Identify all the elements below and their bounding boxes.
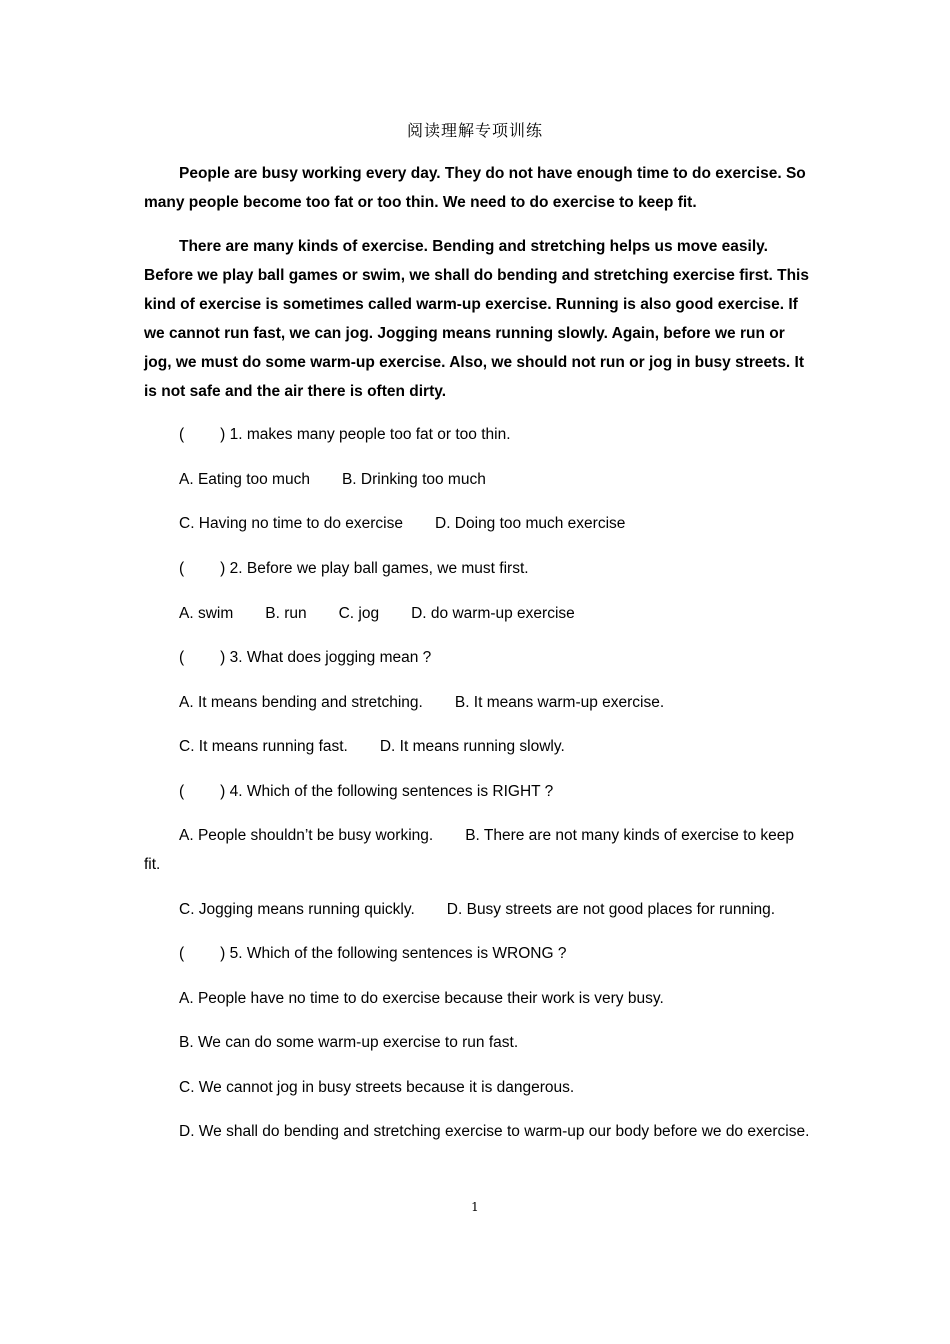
option-c: C. Jogging means running quickly. [179,901,415,918]
option-b: B. run [265,605,307,622]
option-c: C. jog [338,605,380,622]
option-a: A. swim [179,605,234,622]
option-b: B. It means warm-up exercise. [454,694,665,711]
option-d: D. Doing too much exercise [435,515,626,532]
option-c: C. It means running fast. [179,738,348,755]
question-1-options-row-2 [144,509,810,538]
question-2-options-row [144,599,810,628]
question-3-options-row-1 [144,688,810,717]
option-a: A. People shouldn’t be busy working. [179,827,434,844]
passage-paragraph-2: There are many kinds of exercise. Bending and stretching helps us move easily. Before we play ball games or swim, we shall do bending and stretching exercise first. This kind of exercise is sometimes called warm-up exercise. Running is also good exercise. If we cannot run fast, we can jog. Jogging means running slowly. Again, before we run or jog, we must do some warm-up exercise. Also, we should not run or jog in busy streets. It is not safe and the air there is often dirty. [144,238,809,400]
answer-blank-open: ( [179,649,185,666]
question-5-option-a: A. People have no time to do exercise because their work is very busy. [179,990,664,1007]
question-stem: ) 5. Which of the following sentences is WRONG ? [220,945,567,962]
question-stem: ) 3. What does jogging mean ? [220,649,432,666]
option-a: A. Eating too much [179,471,310,488]
question-3 [144,643,810,672]
question-3-options-row-2 [144,732,810,761]
answer-blank-open: ( [179,426,185,443]
answer-blank-open: ( [179,783,185,800]
option-d: D. It means running slowly. [379,738,565,755]
option-a: A. It means bending and stretching. [179,694,423,711]
question-4 [144,777,810,806]
answer-blank-open: ( [179,945,185,962]
question-stem: ) 4. Which of the following sentences is RIGHT ? [220,783,554,800]
question-5 [144,939,810,968]
passage-paragraph-1: People are busy working every day. They do not have enough time to do exercise. So many people become too fat or too thin. We need to do exercise to keep fit. [144,165,806,211]
question-2 [144,554,810,583]
question-4-options-row-1 [144,821,810,879]
question-1 [144,420,810,449]
page-number: 1 [471,1200,479,1214]
answer-blank-open: ( [179,560,185,577]
question-5-option-c: C. We cannot jog in busy streets because it is dangerous. [179,1079,575,1096]
question-stem: ) 2. Before we play ball games, we must first. [220,560,529,577]
option-c: C. Having no time to do exercise [179,515,403,532]
question-5-option-b: B. We can do some warm-up exercise to run fast. [179,1034,519,1051]
option-b: B. There are not many kinds of exercise to keep fit. [144,827,795,873]
question-5-option-d: D. We shall do bending and stretching exercise to warm-up our body before we do exercise. [179,1123,810,1140]
option-d: D. do warm-up exercise [411,605,575,622]
page-title: 阅读理解专项训练 [406,121,543,140]
option-b: B. Drinking too much [341,471,486,488]
question-stem: ) 1. makes many people too fat or too thin. [220,426,511,443]
option-d: D. Busy streets are not good places for running. [446,901,776,918]
question-1-options-row-1 [144,465,810,494]
question-4-options-row-2 [144,895,810,924]
